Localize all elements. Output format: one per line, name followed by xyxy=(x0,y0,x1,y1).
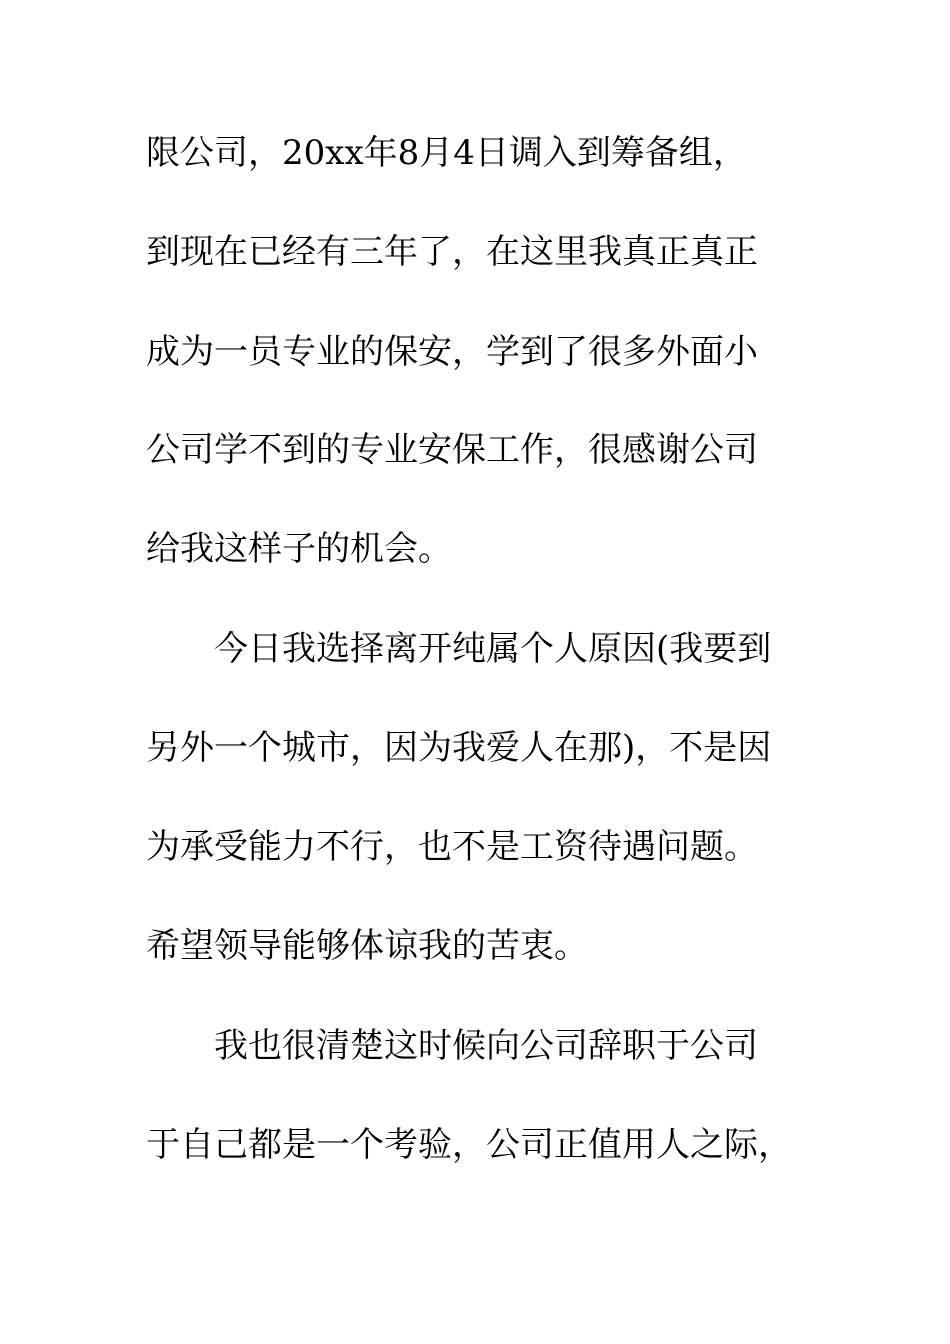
text-line: 到现在已经有三年了，在这里我真正真正 xyxy=(146,232,758,272)
text-line: 公司学不到的专业安保工作，很感谢公司 xyxy=(146,430,758,470)
paragraph-first-line: 我也很清楚这时候向公司辞职于公司 xyxy=(214,1026,758,1066)
paragraph-first-line: 今日我选择离开纯属个人原因(我要到 xyxy=(214,629,772,669)
text-line: 为承受能力不行，也不是工资待遇问题。 xyxy=(146,827,758,867)
text-line: 于自己都是一个考验，公司正值用人之际， xyxy=(146,1125,792,1165)
text-line: 成为一员专业的保安，学到了很多外面小 xyxy=(146,332,758,372)
text-line: 给我这样子的机会。 xyxy=(146,529,452,569)
text-line: 限公司，20xx年8月4日调入到筹备组， xyxy=(146,133,747,173)
text-line: 希望领导能够体谅我的苦衷。 xyxy=(146,926,588,966)
text-line: 另外一个城市，因为我爱人在那)，不是因 xyxy=(146,728,772,768)
